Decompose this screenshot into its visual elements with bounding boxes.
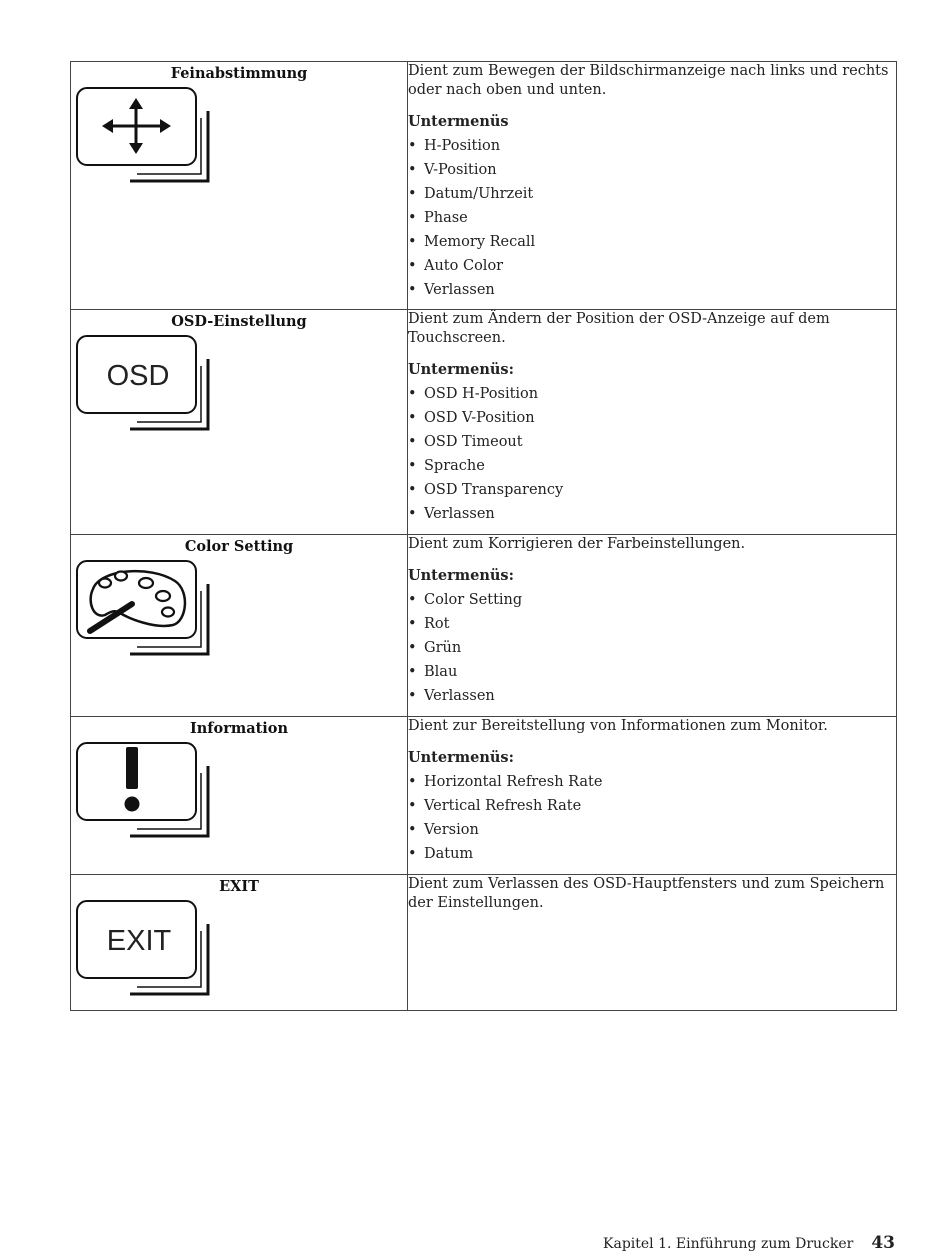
exclamation-icon — [75, 741, 225, 841]
list-item: • OSD Timeout — [408, 430, 896, 454]
menu-description: Dient zum Verlassen des OSD-Hauptfensters und zum Speichern der Einstellungen. — [408, 876, 885, 911]
list-item: • OSD H-Position — [408, 382, 896, 406]
menu-description: Dient zum Ändern der Position der OSD-Anzeige auf dem Touchscreen. — [408, 311, 830, 346]
list-item: • Rot — [408, 612, 896, 636]
menu-title: Color Setting — [184, 538, 294, 555]
palette-icon — [75, 559, 225, 659]
list-item: • Color Setting — [408, 588, 896, 612]
menu-cell-osd — [71, 310, 408, 535]
list-item: • Memory Recall — [408, 230, 896, 254]
page-number: 43 — [871, 1233, 895, 1253]
list-item: • Verlassen — [408, 684, 896, 708]
menu-cell-information — [71, 717, 408, 875]
list-item: • Auto Color — [408, 254, 896, 278]
menu-title: Information — [189, 720, 289, 737]
list-item: • V-Position — [408, 158, 896, 182]
menu-desc-information — [408, 717, 897, 875]
list-item: • Version — [408, 818, 896, 842]
submenu-heading: Untermenüs: — [408, 567, 514, 584]
menu-title: Feinabstimmung — [170, 65, 308, 82]
osd-icon-label: OSD — [106, 360, 170, 392]
menu-desc-osd — [408, 310, 897, 535]
menu-desc-feinabstimmung — [408, 62, 897, 310]
list-item: • Sprache — [408, 454, 896, 478]
list-item: • H-Position — [408, 134, 896, 158]
submenu-heading: Untermenüs: — [408, 361, 514, 378]
menu-desc-exit — [408, 875, 897, 1011]
menu-cell-color — [71, 535, 408, 717]
exit-icon-label: EXIT — [106, 925, 172, 957]
table-row — [71, 535, 897, 717]
menu-cell-feinabstimmung — [71, 62, 408, 310]
menu-description: Dient zum Korrigieren der Farbeinstellungen. — [408, 536, 746, 552]
submenu-heading: Untermenüs — [408, 113, 509, 130]
menu-title: EXIT — [219, 878, 259, 895]
list-item: • Vertical Refresh Rate — [408, 794, 896, 818]
osd-menu-table — [70, 61, 897, 1011]
list-item: • OSD V-Position — [408, 406, 896, 430]
exit-icon — [75, 899, 225, 999]
page-footer — [603, 1233, 895, 1253]
list-item: • OSD Transparency — [408, 478, 896, 502]
submenu-list — [408, 382, 896, 526]
table-row — [71, 62, 897, 310]
list-item: • Phase — [408, 206, 896, 230]
chapter-title: Kapitel 1. Einführung zum Drucker — [603, 1236, 854, 1252]
list-item: • Datum/Uhrzeit — [408, 182, 896, 206]
list-item: • Blau — [408, 660, 896, 684]
menu-title: OSD-Einstellung — [171, 313, 307, 330]
submenu-list — [408, 770, 896, 866]
osd-icon — [75, 334, 225, 434]
menu-description: Dient zur Bereitstellung von Informationen zum Monitor. — [408, 718, 828, 734]
list-item: • Datum — [408, 842, 896, 866]
move-arrows-icon — [75, 86, 225, 186]
list-item: • Verlassen — [408, 278, 896, 302]
submenu-list — [408, 588, 896, 708]
submenu-list — [408, 134, 896, 302]
list-item: • Grün — [408, 636, 896, 660]
list-item: • Horizontal Refresh Rate — [408, 770, 896, 794]
submenu-heading: Untermenüs: — [408, 749, 514, 766]
menu-description: Dient zum Bewegen der Bildschirmanzeige nach links und rechts oder nach oben und unten. — [408, 63, 889, 98]
menu-cell-exit — [71, 875, 408, 1011]
list-item: • Verlassen — [408, 502, 896, 526]
table-row — [71, 310, 897, 535]
table-row — [71, 717, 897, 875]
table-row — [71, 875, 897, 1011]
menu-desc-color — [408, 535, 897, 717]
